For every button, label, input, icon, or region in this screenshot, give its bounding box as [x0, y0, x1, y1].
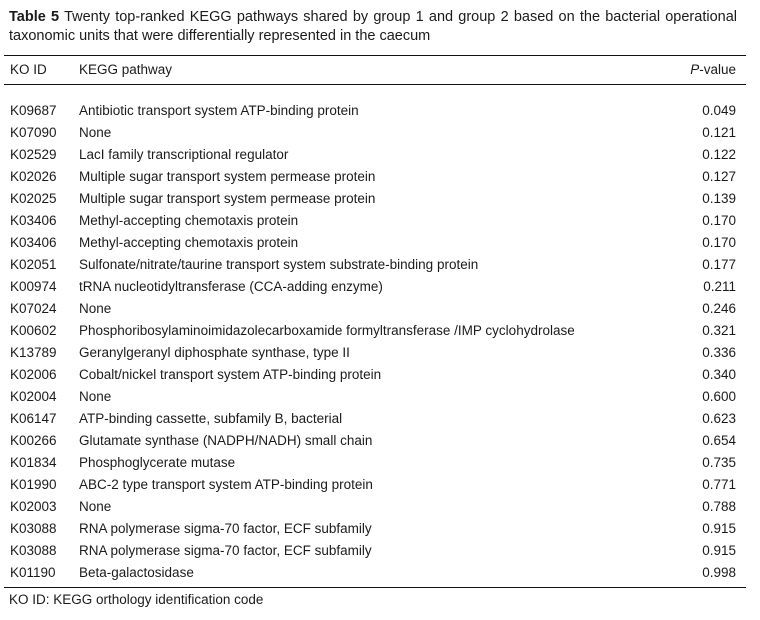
ko-id-cell: K02051	[10, 256, 57, 272]
pathway-cell: ATP-binding cassette, subfamily B, bacterial	[79, 410, 343, 426]
p-value-cell: 0.340	[702, 366, 736, 382]
pathway-cell: Geranylgeranyl diphosphate synthase, type II	[79, 344, 350, 360]
p-value-cell: 0.771	[702, 476, 736, 492]
pathway-cell: Multiple sugar transport system permease protein	[79, 168, 376, 184]
ko-id-cell: K09687	[10, 102, 57, 118]
table-row	[4, 275, 746, 297]
ko-id-cell: K00602	[10, 322, 57, 338]
table-row	[4, 231, 746, 253]
pathway-cell: Phosphoribosylaminoimidazolecarboxamide formyltransferase /IMP cyclohydrolase	[79, 322, 575, 338]
table-row	[4, 341, 746, 363]
table-row	[4, 143, 746, 165]
ko-id-cell: K03406	[10, 234, 57, 250]
ko-id-cell: K02026	[10, 168, 57, 184]
kegg-pathways-table	[4, 55, 746, 588]
table-row	[4, 385, 746, 407]
ko-id-cell: K02529	[10, 146, 57, 162]
p-value-cell: 0.321	[702, 322, 736, 338]
ko-id-cell: K02006	[10, 366, 57, 382]
p-value-cell: 0.121	[702, 124, 736, 140]
p-value-cell: 0.139	[702, 190, 736, 206]
table-row	[4, 297, 746, 319]
table-body	[4, 85, 746, 588]
column-header-p-value	[656, 56, 746, 85]
ko-id-cell: K13789	[10, 344, 57, 360]
pathway-cell: Phosphoglycerate mutase	[79, 454, 236, 470]
table-caption-label: Table 5	[9, 9, 60, 25]
p-value-cell: 0.177	[702, 256, 736, 272]
pathway-cell: LacI family transcriptional regulator	[79, 146, 289, 162]
p-value-cell: 0.600	[702, 388, 736, 404]
pathway-cell: None	[79, 498, 112, 514]
p-value-cell: 0.915	[702, 542, 736, 558]
ko-id-cell: K03406	[10, 212, 57, 228]
pathway-cell: ABC-2 type transport system ATP-binding protein	[79, 476, 373, 492]
ko-id-cell: K07090	[10, 124, 57, 140]
table-row	[4, 407, 746, 429]
column-header-ko-id: KO ID	[4, 56, 79, 85]
table-row	[4, 495, 746, 517]
table-row	[4, 561, 746, 588]
p-value-header-italic: P	[690, 62, 700, 77]
pathway-cell: Cobalt/nickel transport system ATP-binding protein	[79, 366, 382, 382]
table-row	[4, 253, 746, 275]
p-value-cell: 0.915	[702, 520, 736, 536]
p-value-cell: 0.735	[702, 454, 736, 470]
p-value-cell: 0.170	[702, 234, 736, 250]
pathway-cell: RNA polymerase sigma-70 factor, ECF subfamily	[79, 520, 372, 536]
table-row	[4, 429, 746, 451]
ko-id-cell: K06147	[10, 410, 57, 426]
ko-id-cell: K01190	[10, 564, 56, 580]
table-header-row	[4, 56, 746, 85]
ko-id-cell: K01834	[10, 454, 57, 470]
table-row	[4, 539, 746, 561]
ko-id-cell: K03088	[10, 542, 57, 558]
ko-id-cell: K00974	[10, 278, 57, 294]
table-row	[4, 517, 746, 539]
column-header-kegg-pathway: KEGG pathway	[79, 56, 656, 85]
ko-id-cell: K02025	[10, 190, 57, 206]
table-row	[4, 363, 746, 385]
pathway-cell: tRNA nucleotidyltransferase (CCA-adding enzyme)	[79, 278, 383, 294]
pathway-cell: Methyl-accepting chemotaxis protein	[79, 234, 299, 250]
table-row	[4, 451, 746, 473]
table-row	[4, 473, 746, 495]
table-caption	[4, 8, 746, 46]
ko-id-cell: K03088	[10, 520, 57, 536]
p-value-cell: 0.211	[703, 278, 736, 294]
ko-id-cell: K02004	[10, 388, 57, 404]
pathway-cell: Multiple sugar transport system permease protein	[79, 190, 376, 206]
ko-id-cell: K02003	[10, 498, 57, 514]
table-row	[4, 209, 746, 231]
table-row	[4, 319, 746, 341]
table-caption-text: Twenty top-ranked KEGG pathways shared by group 1 and group 2 based on the bacterial operational taxonomic units that were differentially represented in the caecum	[9, 9, 737, 44]
p-value-cell: 0.623	[702, 410, 736, 426]
pathway-cell: Antibiotic transport system ATP-binding protein	[79, 102, 359, 118]
p-value-cell: 0.049	[702, 102, 736, 118]
pathway-cell: None	[79, 388, 112, 404]
pathway-cell: RNA polymerase sigma-70 factor, ECF subfamily	[79, 542, 372, 558]
table-row	[4, 121, 746, 143]
p-value-cell: 0.127	[702, 168, 736, 184]
table-row	[4, 85, 746, 122]
p-value-cell: 0.170	[702, 212, 736, 228]
pathway-cell: Glutamate synthase (NADPH/NADH) small chain	[79, 432, 373, 448]
ko-id-cell: K01990	[10, 476, 57, 492]
p-value-cell: 0.654	[702, 432, 736, 448]
pathway-cell: Sulfonate/nitrate/taurine transport system substrate-binding protein	[79, 256, 479, 272]
table-row	[4, 187, 746, 209]
ko-id-cell: K00266	[10, 432, 57, 448]
p-value-cell: 0.788	[702, 498, 736, 514]
p-value-cell: 0.998	[702, 564, 736, 580]
ko-id-cell: K07024	[10, 300, 57, 316]
p-value-cell: 0.246	[702, 300, 736, 316]
table-row	[4, 165, 746, 187]
pathway-cell: None	[79, 300, 112, 316]
p-value-cell: 0.336	[702, 344, 736, 360]
table-footnote: KO ID: KEGG orthology identification code	[9, 592, 264, 607]
p-value-header-rest: -value	[699, 62, 736, 77]
pathway-cell: Methyl-accepting chemotaxis protein	[79, 212, 299, 228]
pathway-cell: None	[79, 124, 112, 140]
p-value-cell: 0.122	[702, 146, 736, 162]
pathway-cell: Beta-galactosidase	[79, 564, 194, 580]
